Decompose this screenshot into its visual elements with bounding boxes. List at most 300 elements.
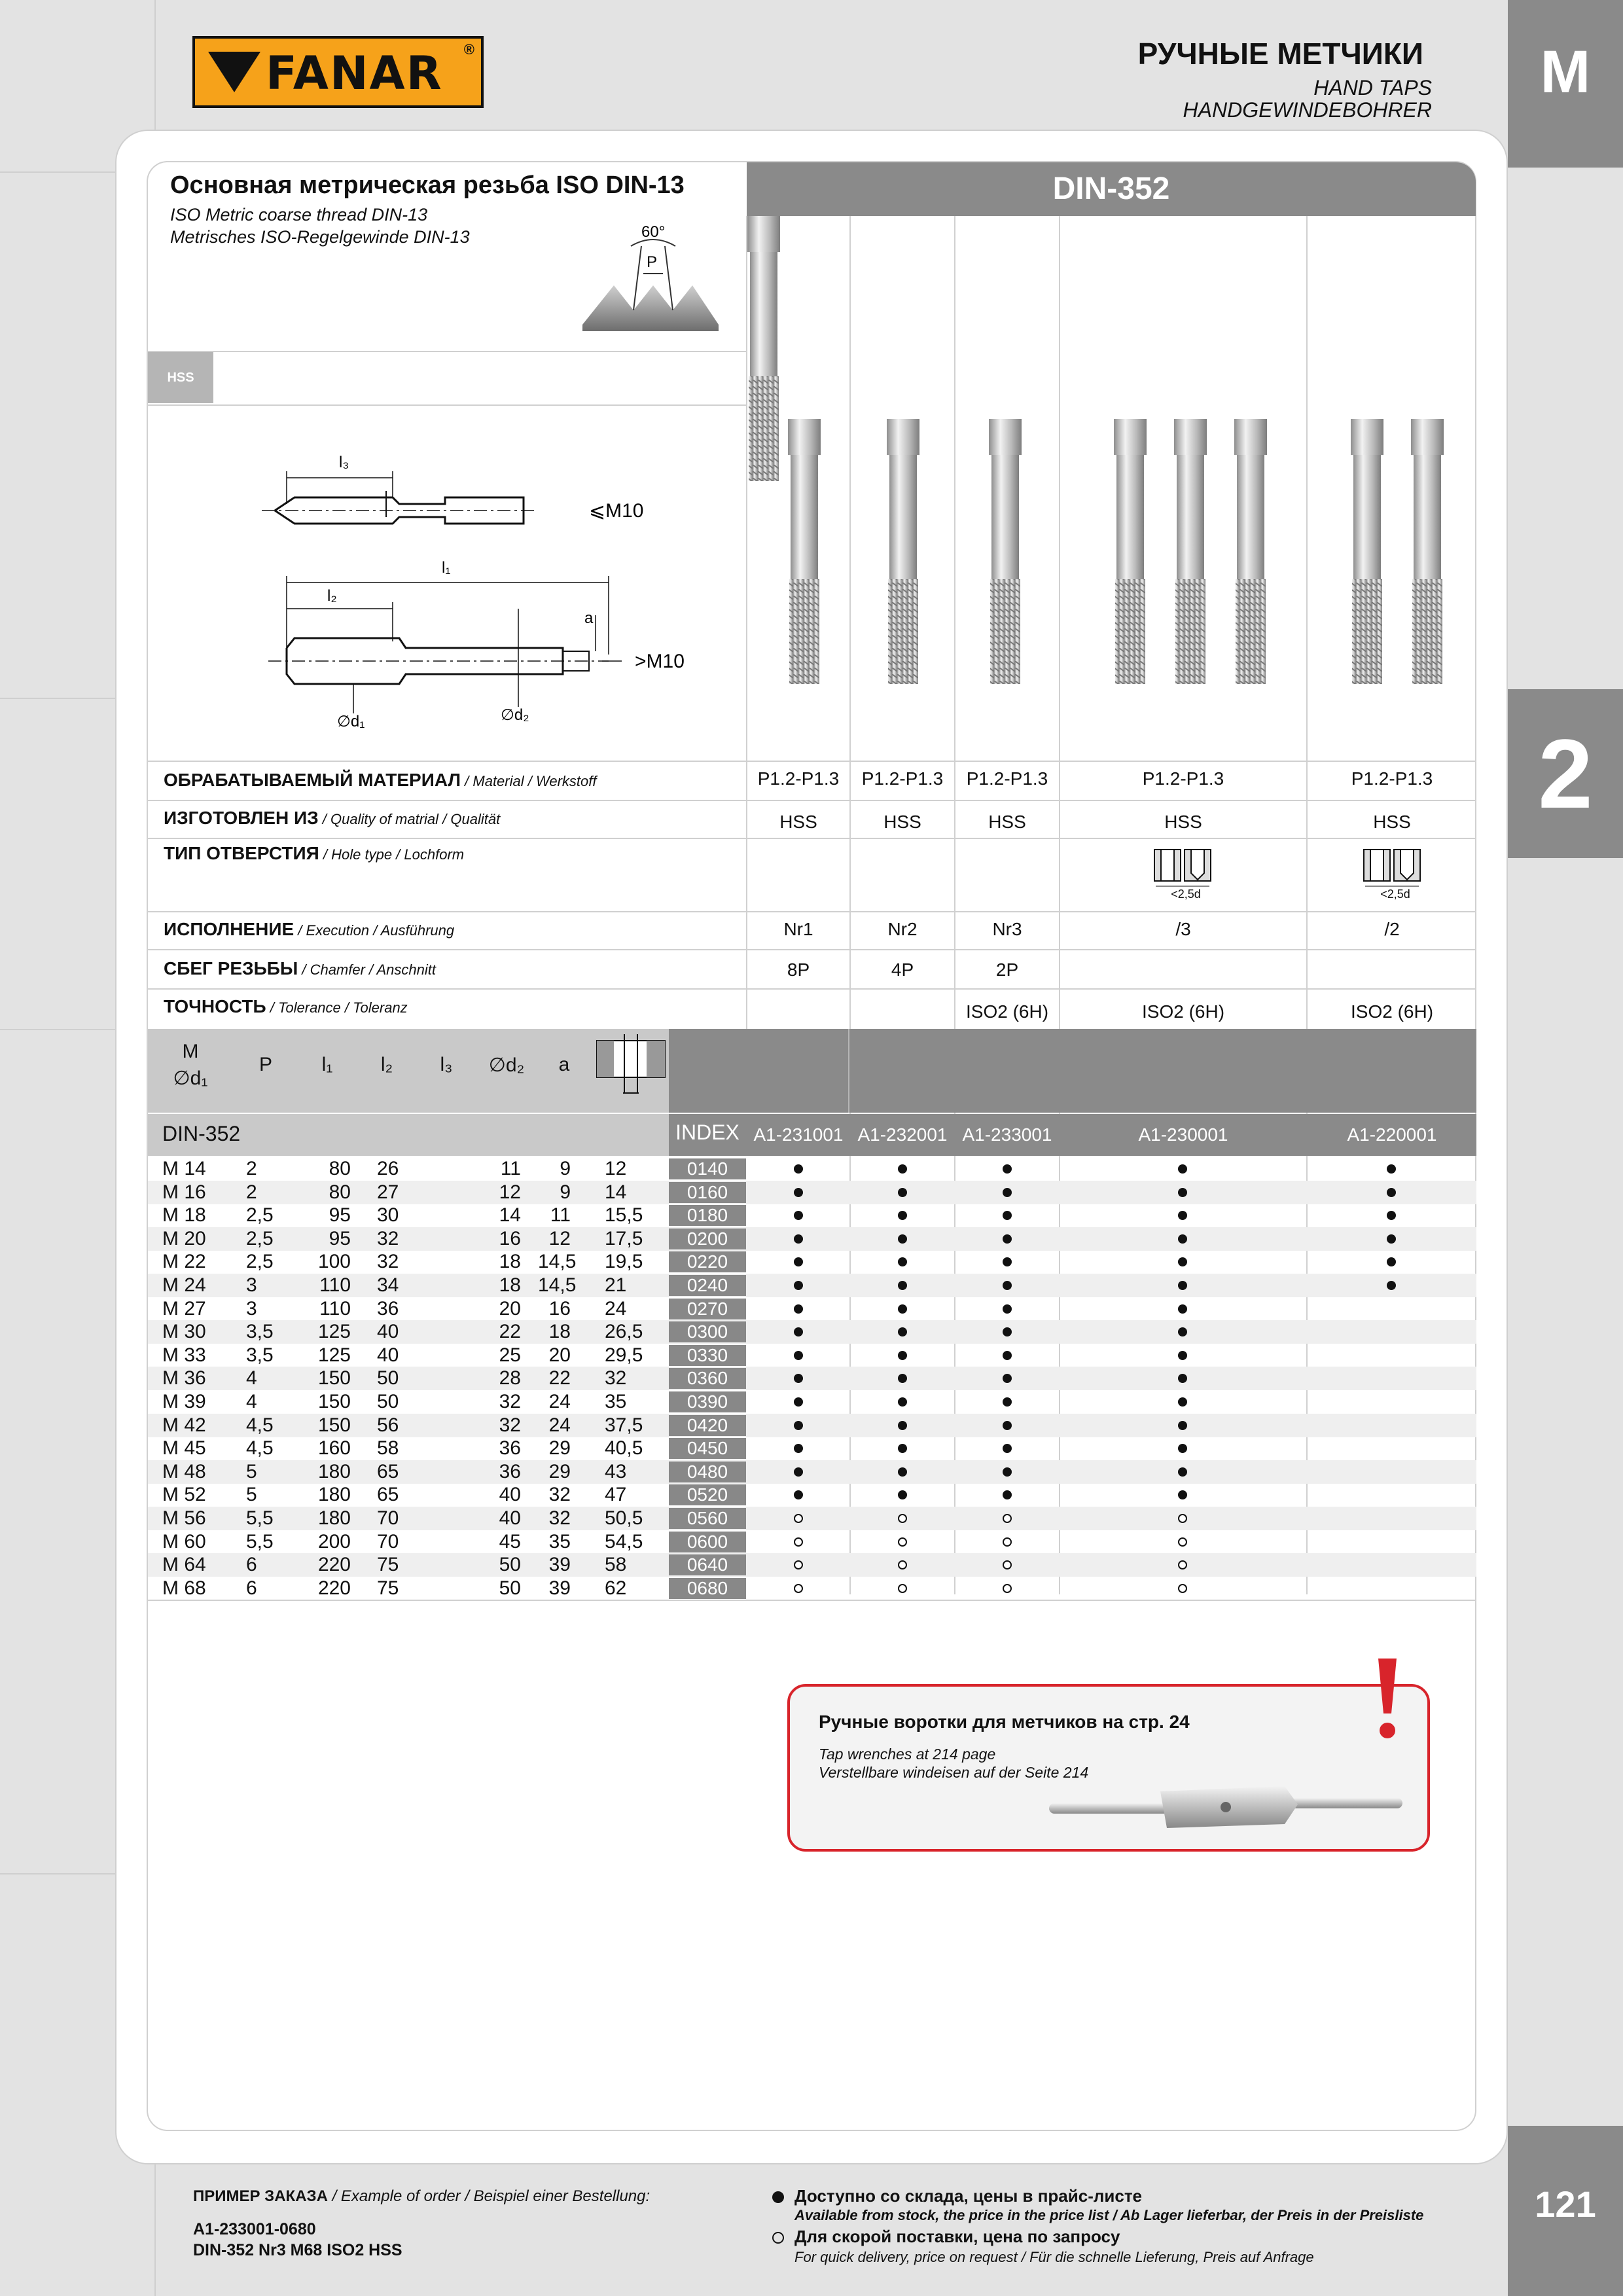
cell-a: 39 [548,1577,571,1599]
page-subtitle-en: HAND TAPS [1313,76,1432,99]
cell-l1: 95 [329,1227,351,1249]
cell-d: 17,5 [605,1227,643,1249]
index-cell: 0300 [669,1321,746,1342]
in-stock-dot [794,1281,803,1290]
cell-m: M 56 [162,1507,206,1529]
cell-l2: 40 [377,1321,399,1343]
in-stock-dot [1003,1421,1012,1430]
cell-l2: 58 [377,1437,399,1460]
tap-image [747,216,780,481]
spec-label-execution: ИСПОЛНЕНИЕ / Execution / Ausführung [164,919,455,939]
cell-p: 6 [246,1577,257,1599]
in-stock-dot [794,1490,803,1499]
cell-l1: 180 [317,1460,351,1482]
cell-d2: 40 [499,1484,521,1506]
cell-m: M 64 [162,1554,206,1576]
in-stock-dot [1178,1421,1187,1430]
index-cell: 0640 [669,1554,746,1575]
cell-a: 24 [548,1391,571,1412]
table-row [148,1530,1476,1554]
hole-depth-label: <2,5d [1380,888,1410,901]
note-line-en: Tap wrenches at 214 page [819,1746,996,1763]
cell-l2: 50 [377,1391,399,1412]
product-title-en: ISO Metric coarse thread DIN-13 [170,205,428,224]
in-stock-dot [1387,1281,1396,1290]
cell-m: M 60 [162,1530,206,1552]
cell-p: 4,5 [246,1414,274,1436]
spec-value: 2P [995,960,1019,980]
index-cell: 0200 [669,1229,746,1249]
index-cell: 0180 [669,1205,746,1226]
size-gt-m10-label: >M10 [635,651,685,672]
cell-d: 54,5 [605,1530,643,1552]
spec-label-hole-type: ТИП ОТВЕРСТИЯ / Hole type / Lochform [164,843,465,863]
cell-m: M 27 [162,1297,206,1319]
cell-a: 9 [560,1158,571,1179]
in-stock-dot [794,1374,803,1383]
spec-value: P1.2-P1.3 [1142,768,1224,789]
on-request-dot [1178,1584,1187,1593]
spec-value: P1.2-P1.3 [757,768,840,789]
index-cell: 0360 [669,1368,746,1389]
in-stock-dot [1178,1281,1187,1290]
in-stock-dot [794,1211,803,1220]
table-row [148,1390,1476,1414]
table-row [148,1204,1476,1227]
cell-d2: 50 [499,1577,521,1599]
table-row [148,1553,1476,1577]
cell-m: M 45 [162,1437,206,1460]
table-row [148,1577,1476,1600]
thread-angle-label: 60° [641,223,666,241]
table-row [148,1297,1476,1321]
cell-l2: 34 [377,1274,399,1296]
in-stock-dot [794,1257,803,1266]
cell-d2: 32 [499,1414,521,1436]
cell-d: 40,5 [605,1437,643,1460]
table-row [148,1367,1476,1390]
in-stock-dot [898,1397,907,1407]
cell-p: 2,5 [246,1204,274,1227]
cell-l2: 30 [377,1204,399,1227]
spec-value: Nr2 [887,919,918,939]
cell-d: 43 [605,1460,627,1482]
cell-a: 32 [548,1484,571,1506]
spec-value: HSS [779,812,817,832]
cell-m: M 30 [162,1321,206,1343]
on-request-dot [1178,1514,1187,1523]
col-header-l3: l₃ [440,1054,453,1075]
col-header-m: M [182,1041,199,1062]
in-stock-dot [794,1421,803,1430]
in-stock-dot [1387,1164,1396,1174]
col-header-l2: l₂ [380,1054,393,1075]
cell-d: 32 [605,1367,627,1390]
warning-exclamation-icon [1374,1657,1400,1742]
cell-p: 3 [246,1274,257,1296]
cell-l2: 32 [377,1251,399,1273]
cell-p: 5 [246,1484,257,1506]
in-stock-dot [1003,1490,1012,1499]
order-example-code: A1-233001-0680 [193,2220,316,2238]
on-request-dot [794,1537,803,1547]
index-cell: 0450 [669,1438,746,1459]
page-subtitle-de: HANDGEWINDEBOHRER [1183,98,1432,122]
on-request-dot [794,1584,803,1593]
on-request-dot [898,1560,907,1570]
cell-l2: 36 [377,1297,399,1319]
in-stock-dot [794,1351,803,1360]
cell-a: 20 [548,1344,571,1366]
spec-value: HSS [1164,812,1202,832]
col-header-l1: l₁ [321,1054,333,1075]
page-number: 121 [1508,2126,1623,2296]
in-stock-dot [794,1444,803,1453]
cell-m: M 24 [162,1274,206,1296]
in-stock-dot [1178,1211,1187,1220]
cell-m: M 16 [162,1181,206,1203]
in-stock-dot [1003,1351,1012,1360]
index-cell: 0680 [669,1578,746,1599]
in-stock-dot [1003,1188,1012,1197]
in-stock-dot [898,1374,907,1383]
in-stock-dot [898,1234,907,1244]
cell-l1: 180 [317,1484,351,1506]
in-stock-dot-icon [772,2191,784,2203]
tap-dimension-drawing [255,452,700,740]
in-stock-dot [794,1304,803,1314]
cell-d: 26,5 [605,1321,643,1343]
on-request-dot [794,1560,803,1570]
cell-p: 2,5 [246,1227,274,1249]
cell-l2: 70 [377,1530,399,1552]
cell-l1: 150 [317,1367,351,1390]
in-stock-dot [1003,1327,1012,1336]
spec-value: ISO2 (6H) [1350,1001,1434,1022]
cell-a: 35 [548,1530,571,1552]
tap-wrench-icon [1049,1778,1402,1837]
cell-l1: 150 [317,1391,351,1412]
order-example-desc: DIN-352 Nr3 M68 ISO2 HSS [193,2241,402,2259]
cell-d2: 20 [499,1297,521,1319]
logo-text: FANAR [266,46,443,100]
cell-d: 24 [605,1297,627,1319]
cell-m: M 48 [162,1460,206,1482]
table-row [148,1274,1476,1297]
index-header: INDEX [675,1121,740,1144]
cell-l1: 100 [317,1251,351,1273]
cell-a: 16 [548,1297,571,1319]
in-stock-dot [1003,1164,1012,1174]
cell-p: 4,5 [246,1437,274,1460]
cell-l1: 150 [317,1414,351,1436]
column-header-band-end [1323,1029,1476,1113]
in-stock-dot [1003,1444,1012,1453]
in-stock-dot [898,1490,907,1499]
cell-p: 3,5 [246,1344,274,1366]
article-code: A1-233001 [962,1124,1052,1145]
article-code: A1-220001 [1347,1124,1437,1145]
index-cell: 0330 [669,1345,746,1366]
on-request-dot [1003,1514,1012,1523]
index-cell: 0390 [669,1391,746,1412]
cell-d: 62 [605,1577,627,1599]
cell-m: M 42 [162,1414,206,1436]
index-cell: 0560 [669,1508,746,1529]
in-stock-dot [898,1281,907,1290]
cell-d2: 45 [499,1530,521,1552]
thread-pitch-label: P [647,253,658,271]
cell-d2: 28 [499,1367,521,1390]
in-stock-dot [1178,1234,1187,1244]
cell-a: 39 [548,1554,571,1576]
table-row [148,1344,1476,1367]
spec-label-material: ОБРАБАТЫВАЕМЫЙ МАТЕРИАЛ / Material / Werkstoff [164,770,597,790]
cell-m: M 36 [162,1367,206,1390]
cell-l1: 220 [317,1554,351,1576]
in-stock-dot [1003,1397,1012,1407]
in-stock-dot [794,1164,803,1174]
cell-d: 12 [605,1158,627,1179]
brand-logo [192,36,484,108]
spec-value: /3 [1175,919,1191,939]
table-row [148,1460,1476,1484]
in-stock-dot [898,1164,907,1174]
square-drive-icon [594,1034,668,1107]
dim-d1-label: ∅d₁ [337,713,365,730]
cell-m: M 22 [162,1251,206,1273]
in-stock-dot [1387,1188,1396,1197]
cell-l1: 200 [317,1530,351,1552]
cell-p: 2 [246,1181,257,1203]
material-badge: HSS [148,352,213,403]
cell-l1: 160 [317,1437,351,1460]
dim-a-label: a [584,609,594,627]
cell-a: 14,5 [538,1274,577,1296]
in-stock-dot [1178,1164,1187,1174]
table-row [148,1437,1476,1460]
table-row [148,1181,1476,1204]
in-stock-dot [1178,1327,1187,1336]
spec-value: Nr3 [992,919,1022,939]
col-header-p: P [259,1054,272,1075]
spec-value: Nr1 [783,919,813,939]
in-stock-dot [794,1467,803,1477]
section-tab-number: 2 [1508,689,1623,858]
on-request-dot-icon [772,2232,784,2244]
standard-header: DIN-352 [747,162,1476,216]
cell-a: 24 [548,1414,571,1436]
cell-d2: 14 [499,1204,521,1227]
cell-l1: 80 [329,1181,351,1203]
in-stock-dot [898,1351,907,1360]
cell-a: 29 [548,1437,571,1460]
spec-value: HSS [1373,812,1411,832]
legend-on-request: Для скорой поставки, цена по запросу [794,2227,1120,2246]
cell-p: 2,5 [246,1251,274,1273]
spec-value: HSS [883,812,921,832]
cell-p: 4 [246,1391,257,1412]
on-request-dot [1178,1560,1187,1570]
cell-l2: 50 [377,1367,399,1390]
spec-value: 8P [787,960,810,980]
cell-d: 37,5 [605,1414,643,1436]
in-stock-dot [898,1257,907,1266]
cell-m: M 20 [162,1227,206,1249]
note-title: Ручные воротки для метчиков на стр. 24 [819,1712,1190,1732]
cell-l1: 110 [319,1297,351,1319]
index-cell: 0600 [669,1532,746,1552]
on-request-dot [794,1514,803,1523]
cell-l2: 56 [377,1414,399,1436]
cell-l1: 180 [317,1507,351,1529]
in-stock-dot [898,1467,907,1477]
index-cell: 0420 [669,1415,746,1436]
cell-a: 14,5 [538,1251,577,1273]
cell-a: 9 [560,1181,571,1203]
cell-l2: 65 [377,1460,399,1482]
cell-l1: 125 [317,1344,351,1366]
cell-d2: 11 [500,1158,521,1179]
cell-p: 3 [246,1297,257,1319]
in-stock-dot [1387,1234,1396,1244]
spec-label-tolerance: ТОЧНОСТЬ / Tolerance / Toleranz [164,996,408,1016]
cell-a: 12 [548,1227,571,1249]
order-example-label: ПРИМЕР ЗАКАЗА / Example of order / Beispiel einer Bestellung: [193,2187,651,2205]
in-stock-dot [1003,1211,1012,1220]
index-cell: 0270 [669,1299,746,1319]
table-row [148,1414,1476,1437]
in-stock-dot [1003,1304,1012,1314]
in-stock-dot [1178,1304,1187,1314]
in-stock-dot [1003,1257,1012,1266]
cell-l2: 27 [377,1181,399,1203]
cell-d: 35 [605,1391,627,1412]
spec-value: HSS [988,812,1026,832]
table-row [148,1507,1476,1530]
article-code: A1-230001 [1138,1124,1228,1145]
cell-d2: 18 [499,1274,521,1296]
in-stock-dot [898,1188,907,1197]
spec-value: ISO2 (6H) [1141,1001,1225,1022]
index-cell: 0480 [669,1462,746,1482]
on-request-dot [898,1584,907,1593]
in-stock-dot [1387,1257,1396,1266]
cell-d: 47 [605,1484,627,1506]
cell-l1: 80 [329,1158,351,1179]
cell-d: 50,5 [605,1507,643,1529]
in-stock-dot [1178,1257,1187,1266]
col-header-d2: ∅d₂ [488,1054,525,1076]
spec-value: /2 [1384,919,1400,939]
spec-value: 4P [891,960,914,980]
cell-p: 5,5 [246,1507,274,1529]
cell-p: 2 [246,1158,257,1179]
cell-a: 18 [548,1321,571,1343]
col-header-a: a [558,1054,570,1075]
spec-label-chamfer: СБЕГ РЕЗЬБЫ / Chamfer / Anschnitt [164,958,436,978]
in-stock-dot [1003,1467,1012,1477]
cell-d: 29,5 [605,1344,643,1366]
cell-l1: 220 [317,1577,351,1599]
legend-in-stock-alt: Available from stock, the price in the price list / Ab Lager lieferbar, der Preis in der Preisliste [794,2207,1424,2223]
cell-d: 15,5 [605,1204,643,1227]
section-tab-letter: M [1508,0,1623,168]
product-title: Основная метрическая резьба ISO DIN-13 [170,171,685,199]
in-stock-dot [1387,1211,1396,1220]
cell-m: M 68 [162,1577,206,1599]
in-stock-dot [898,1421,907,1430]
spec-value: P1.2-P1.3 [861,768,944,789]
on-request-dot [898,1514,907,1523]
spec-value: P1.2-P1.3 [966,768,1048,789]
cell-d: 14 [605,1181,627,1203]
in-stock-dot [898,1211,907,1220]
cell-m: M 14 [162,1158,206,1179]
in-stock-dot [1178,1490,1187,1499]
cell-l2: 75 [377,1577,399,1599]
cell-d2: 25 [499,1344,521,1366]
cell-a: 29 [548,1460,571,1482]
cell-d2: 50 [499,1554,521,1576]
in-stock-dot [1178,1374,1187,1383]
cell-a: 32 [548,1507,571,1529]
cell-l1: 95 [329,1204,351,1227]
cell-d: 21 [605,1274,627,1296]
page-title: РУЧНЫЕ МЕТЧИКИ [1137,37,1423,71]
in-stock-dot [898,1444,907,1453]
in-stock-dot [794,1327,803,1336]
registered-icon: ® [463,41,474,58]
table-row [148,1320,1476,1344]
table-row [148,1157,1476,1181]
cell-p: 4 [246,1367,257,1390]
article-code: A1-231001 [753,1124,844,1145]
table-section-label: DIN-352 [162,1122,241,1145]
in-stock-dot [1178,1188,1187,1197]
legend-in-stock: Доступно со склада, цены в прайс-листе [794,2186,1143,2206]
table-row [148,1483,1476,1507]
cell-a: 22 [548,1367,571,1390]
cell-l2: 26 [377,1158,399,1179]
in-stock-dot [1003,1234,1012,1244]
spec-value: ISO2 (6H) [965,1001,1049,1022]
article-code: A1-232001 [857,1124,948,1145]
dim-l2-label: l₂ [327,587,337,605]
cell-p: 5,5 [246,1530,274,1552]
logo-triangle-icon [208,52,260,92]
tap-wrench-note [787,1684,1430,1852]
in-stock-dot [794,1234,803,1244]
on-request-dot [1003,1560,1012,1570]
index-cell: 0220 [669,1251,746,1272]
in-stock-dot [794,1397,803,1407]
cell-m: M 39 [162,1391,206,1412]
dim-l3-label: l₃ [339,454,349,471]
in-stock-dot [1178,1444,1187,1453]
cell-p: 3,5 [246,1321,274,1343]
in-stock-dot [1178,1467,1187,1477]
on-request-dot [1178,1537,1187,1547]
cell-l2: 32 [377,1227,399,1249]
in-stock-dot [794,1188,803,1197]
in-stock-dot [898,1304,907,1314]
cell-p: 5 [246,1460,257,1482]
note-line-de: Verstellbare windeisen auf der Seite 214 [819,1764,1089,1781]
cell-d: 58 [605,1554,627,1576]
on-request-dot [1003,1584,1012,1593]
cell-l2: 40 [377,1344,399,1366]
